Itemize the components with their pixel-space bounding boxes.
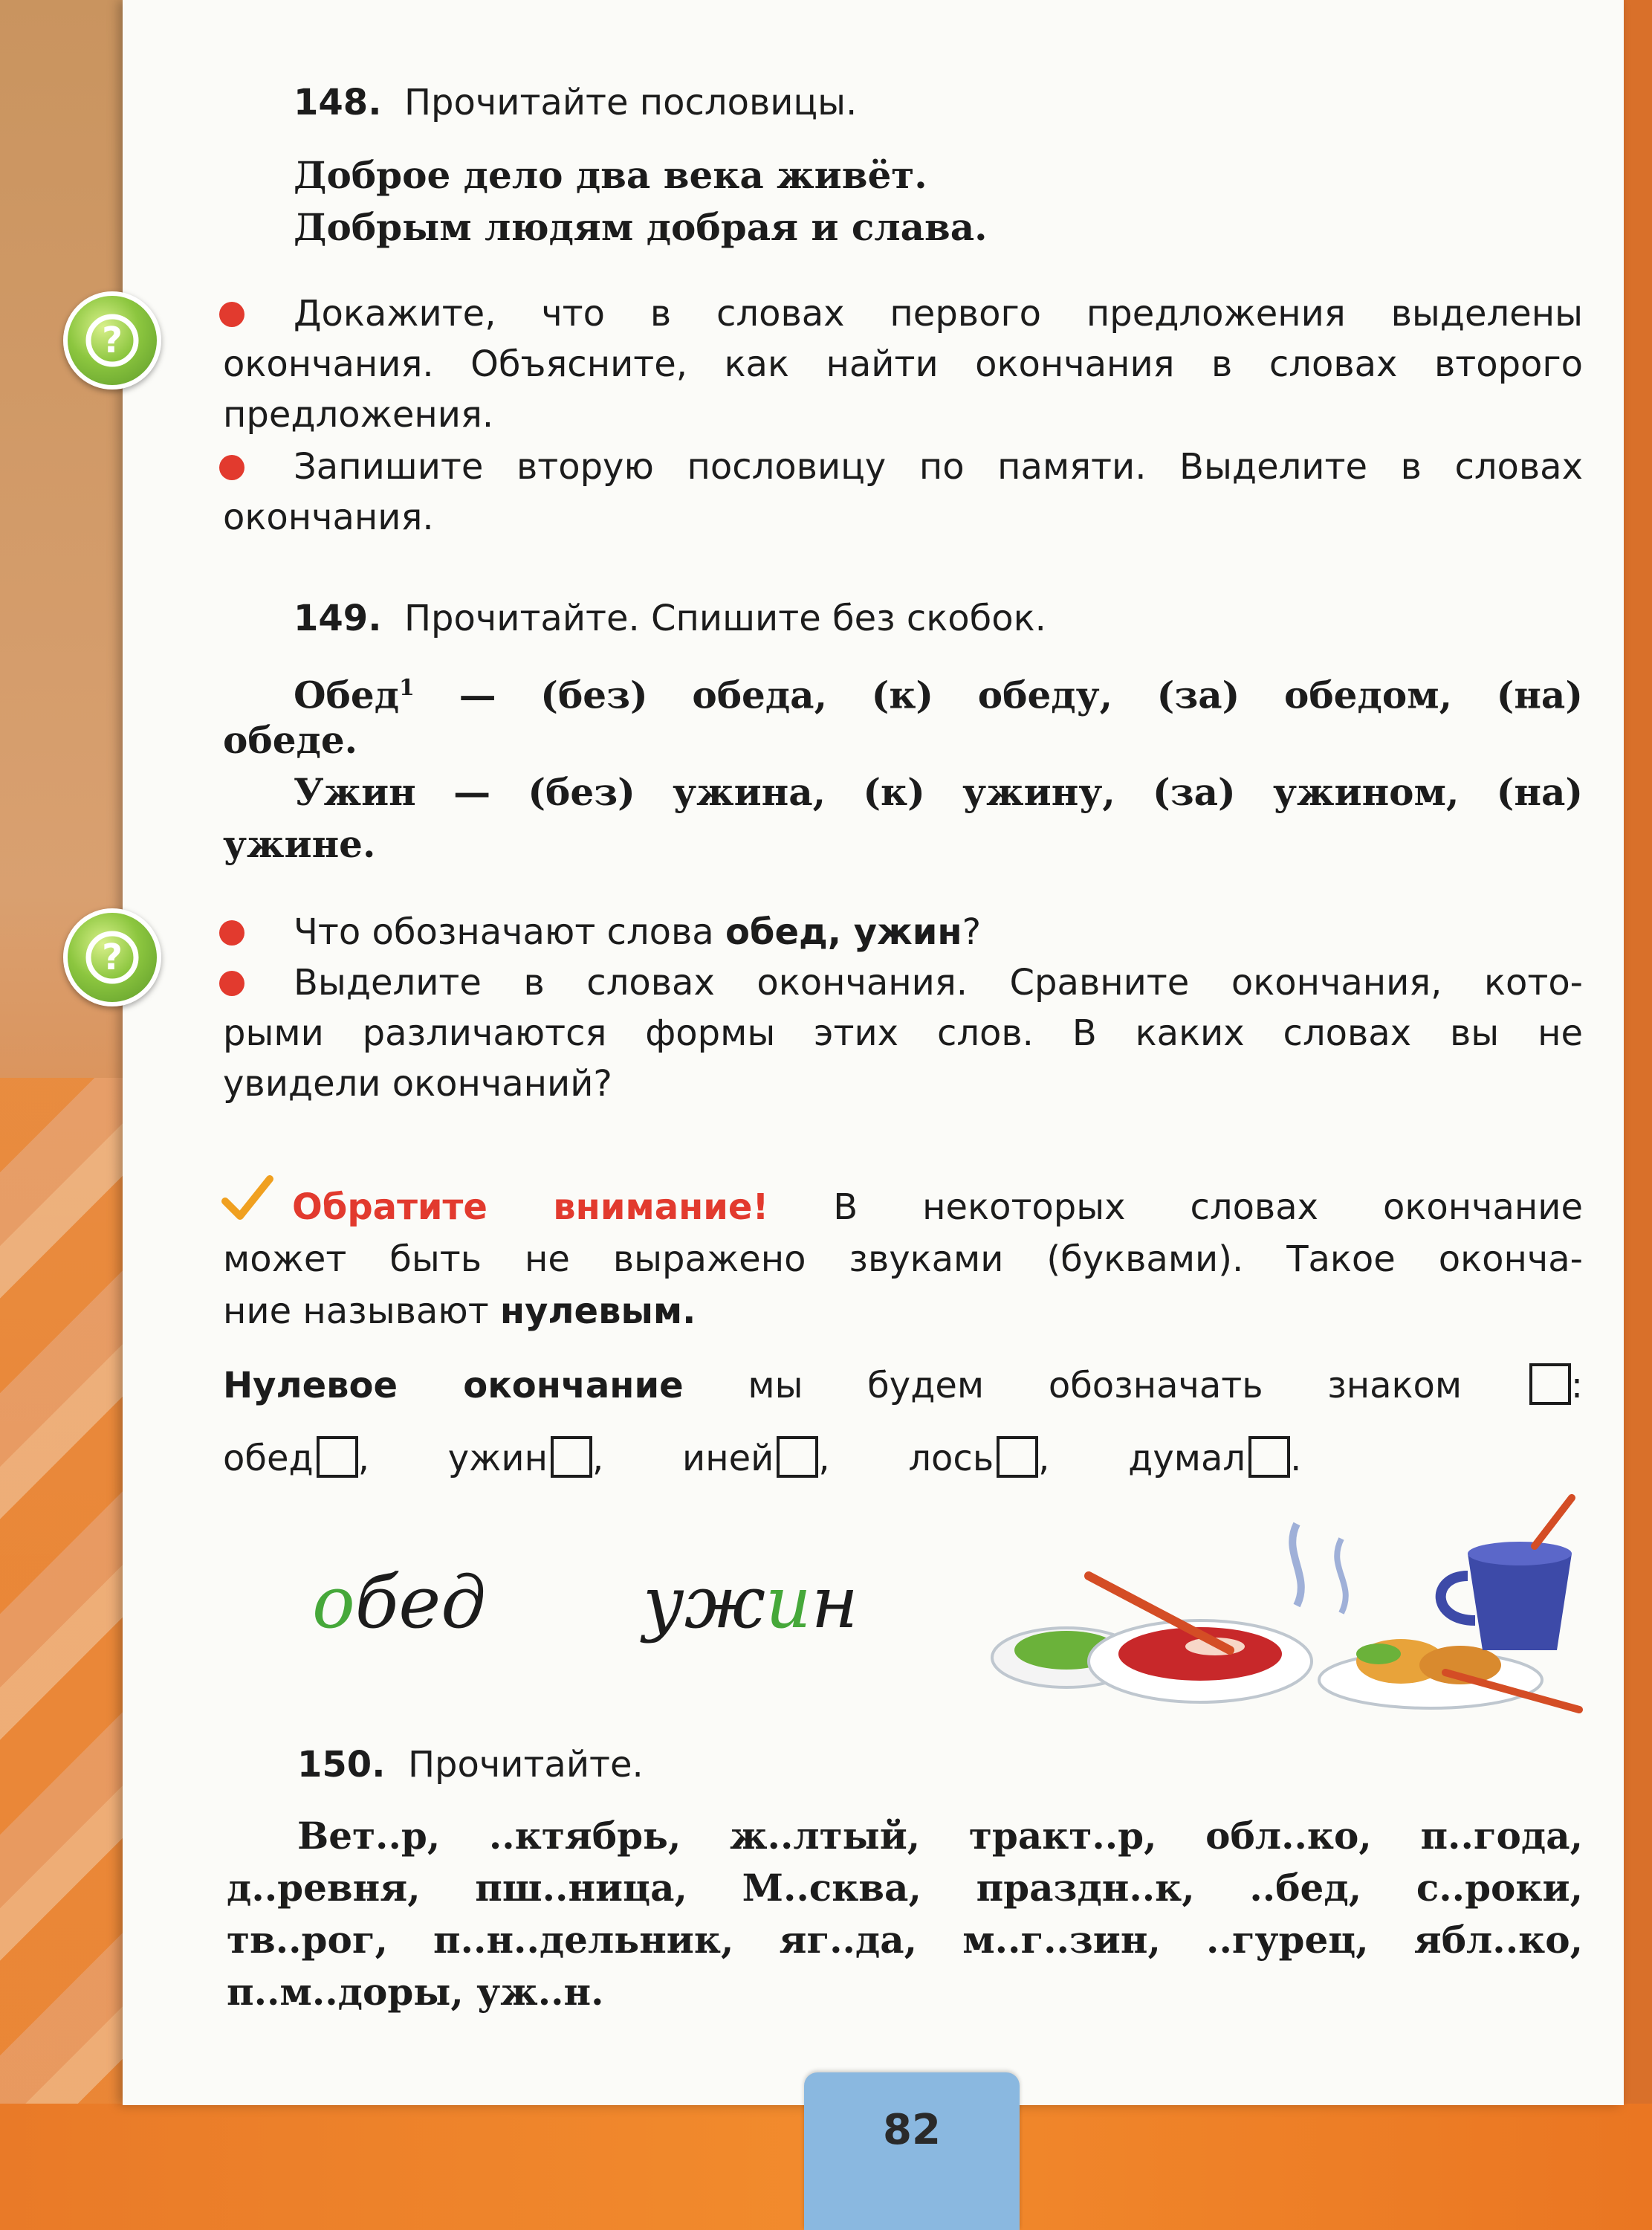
ex149-line-2: обеде. [223,718,358,762]
ex149-question-2-line-1: Выделите в словах окончания. Сравните окончания, кото- [294,962,1583,1003]
proverb-2: Добрым людям добрая и слава. [294,205,988,249]
ex149-line-1 [294,663,1583,721]
question-icon [63,291,161,390]
cursive-letter-highlight: и [765,1561,812,1644]
background-left-pattern [0,1078,130,2230]
task-148-1-line-2: окончания. Объясните, как найти окончания в словах второго [223,343,1583,385]
question-text: Что обозначают слова [294,911,714,953]
attention-line-1 [292,1182,1583,1232]
exercise-number: 150. [297,1744,386,1785]
cursive-letters: бед [354,1561,487,1644]
comma: , [592,1438,604,1479]
question-bold-words: обед, ужин [725,911,962,953]
cursive-letter-highlight: о [312,1561,355,1644]
example-word: ужин [447,1438,548,1479]
comma: , [818,1438,830,1479]
exercise-instruction: Прочитайте. Спишите без скобок. [404,598,1046,639]
example-word: иней [682,1438,774,1479]
proverb-1: Доброе дело два века живёт. [294,153,927,197]
footnote-marker: 1 [399,675,415,701]
rule-text: мы будем обозначать знаком [748,1365,1462,1406]
exercise-instruction: Прочитайте. [407,1744,644,1785]
cursive-word-obed [312,1561,486,1644]
textbook-page [102,0,1624,2105]
null-ending-box-icon [551,1436,592,1478]
ex150-line-1: Вет..р, ..ктябрь, ж..лтый, тракт..р, обл..ко, п..года, [297,1814,1583,1858]
question-icon [63,908,161,1006]
rule-line [223,1360,1583,1411]
task-148-2-line-1: Запишите вторую пословицу по памяти. Выделите в словах [294,446,1583,488]
exercise-number: 149. [294,598,382,639]
attention-text: В некоторых словах окончание [833,1186,1583,1228]
null-ending-box-icon [1248,1436,1290,1478]
null-ending-box-icon [997,1436,1038,1478]
cursive-letters: н [811,1561,858,1644]
task-148-2-line-2: окончания. [223,497,434,538]
ex150-line-3: тв..рог, п..н..дельник, яг..да, м..г..зин, ..гурец, ябл..ко, [227,1918,1583,1962]
example-word: обед [223,1438,314,1479]
page-number-tab [804,2072,1020,2230]
comma: , [1038,1438,1050,1479]
cursive-letters: уж [643,1561,765,1644]
ex149-line-4: ужине. [223,822,376,866]
question-mark: ? [962,911,982,953]
bullet-icon [219,455,244,480]
task-148-1-line-3: предложения. [223,394,494,436]
period: . [1290,1438,1302,1479]
null-ending-box-icon [317,1436,358,1478]
attention-label: Обратите внимание! [292,1186,769,1228]
ex149-line-1-rest: — (без) обеда, (к) обеду, (за) обедом, (на) [459,673,1583,717]
page-number: 82 [883,2106,941,2154]
example-word: лось [908,1438,994,1479]
rule-colon: : [1570,1365,1583,1406]
exercise-148-header [294,77,857,128]
lunch-illustration [985,1494,1624,1717]
exercise-instruction: Прочитайте пословицы. [404,82,858,123]
rule-term: Нулевое окончание [223,1365,684,1406]
attention-line-3 [223,1286,696,1337]
cursive-word-uzhin [643,1561,858,1644]
exercise-150-header [297,1739,644,1790]
ex150-line-2: д..ревня, пш..ница, М..сква, праздн..к, ..бед, с..роки, [227,1866,1583,1910]
null-ending-examples [223,1433,1301,1484]
exercise-149-header [294,593,1046,644]
attention-line-2: может быть не выражено звуками (буквами). Такое оконча- [223,1238,1583,1280]
term-null-ending: нулевым. [499,1290,696,1332]
bullet-icon [219,920,244,946]
exercise-number: 148. [294,82,382,123]
ex150-line-4: п..м..доры, уж..н. [227,1970,604,2014]
ex149-line-3: Ужин — (без) ужина, (к) ужину, (за) ужином, (на) [294,770,1583,814]
checkmark-icon [221,1173,274,1226]
comma: , [357,1438,369,1479]
example-word: думал [1128,1438,1246,1479]
task-148-1-line-1: Докажите, что в словах первого предложения выделены [294,293,1583,334]
bullet-icon [219,302,244,327]
bullet-icon [219,971,244,996]
ex149-question-2-line-2: рыми различаются формы этих слов. В каких словах вы не [223,1012,1583,1054]
attention-text: ние называют [223,1290,489,1332]
null-ending-box-icon [1529,1363,1571,1405]
ex149-question-1 [294,907,981,957]
svg-text:?: ? [102,937,123,978]
word-obed: Обед [294,673,400,717]
ex149-question-2-line-3: увидели окончаний? [223,1063,612,1105]
svg-text:?: ? [102,320,123,361]
null-ending-box-icon [777,1436,818,1478]
